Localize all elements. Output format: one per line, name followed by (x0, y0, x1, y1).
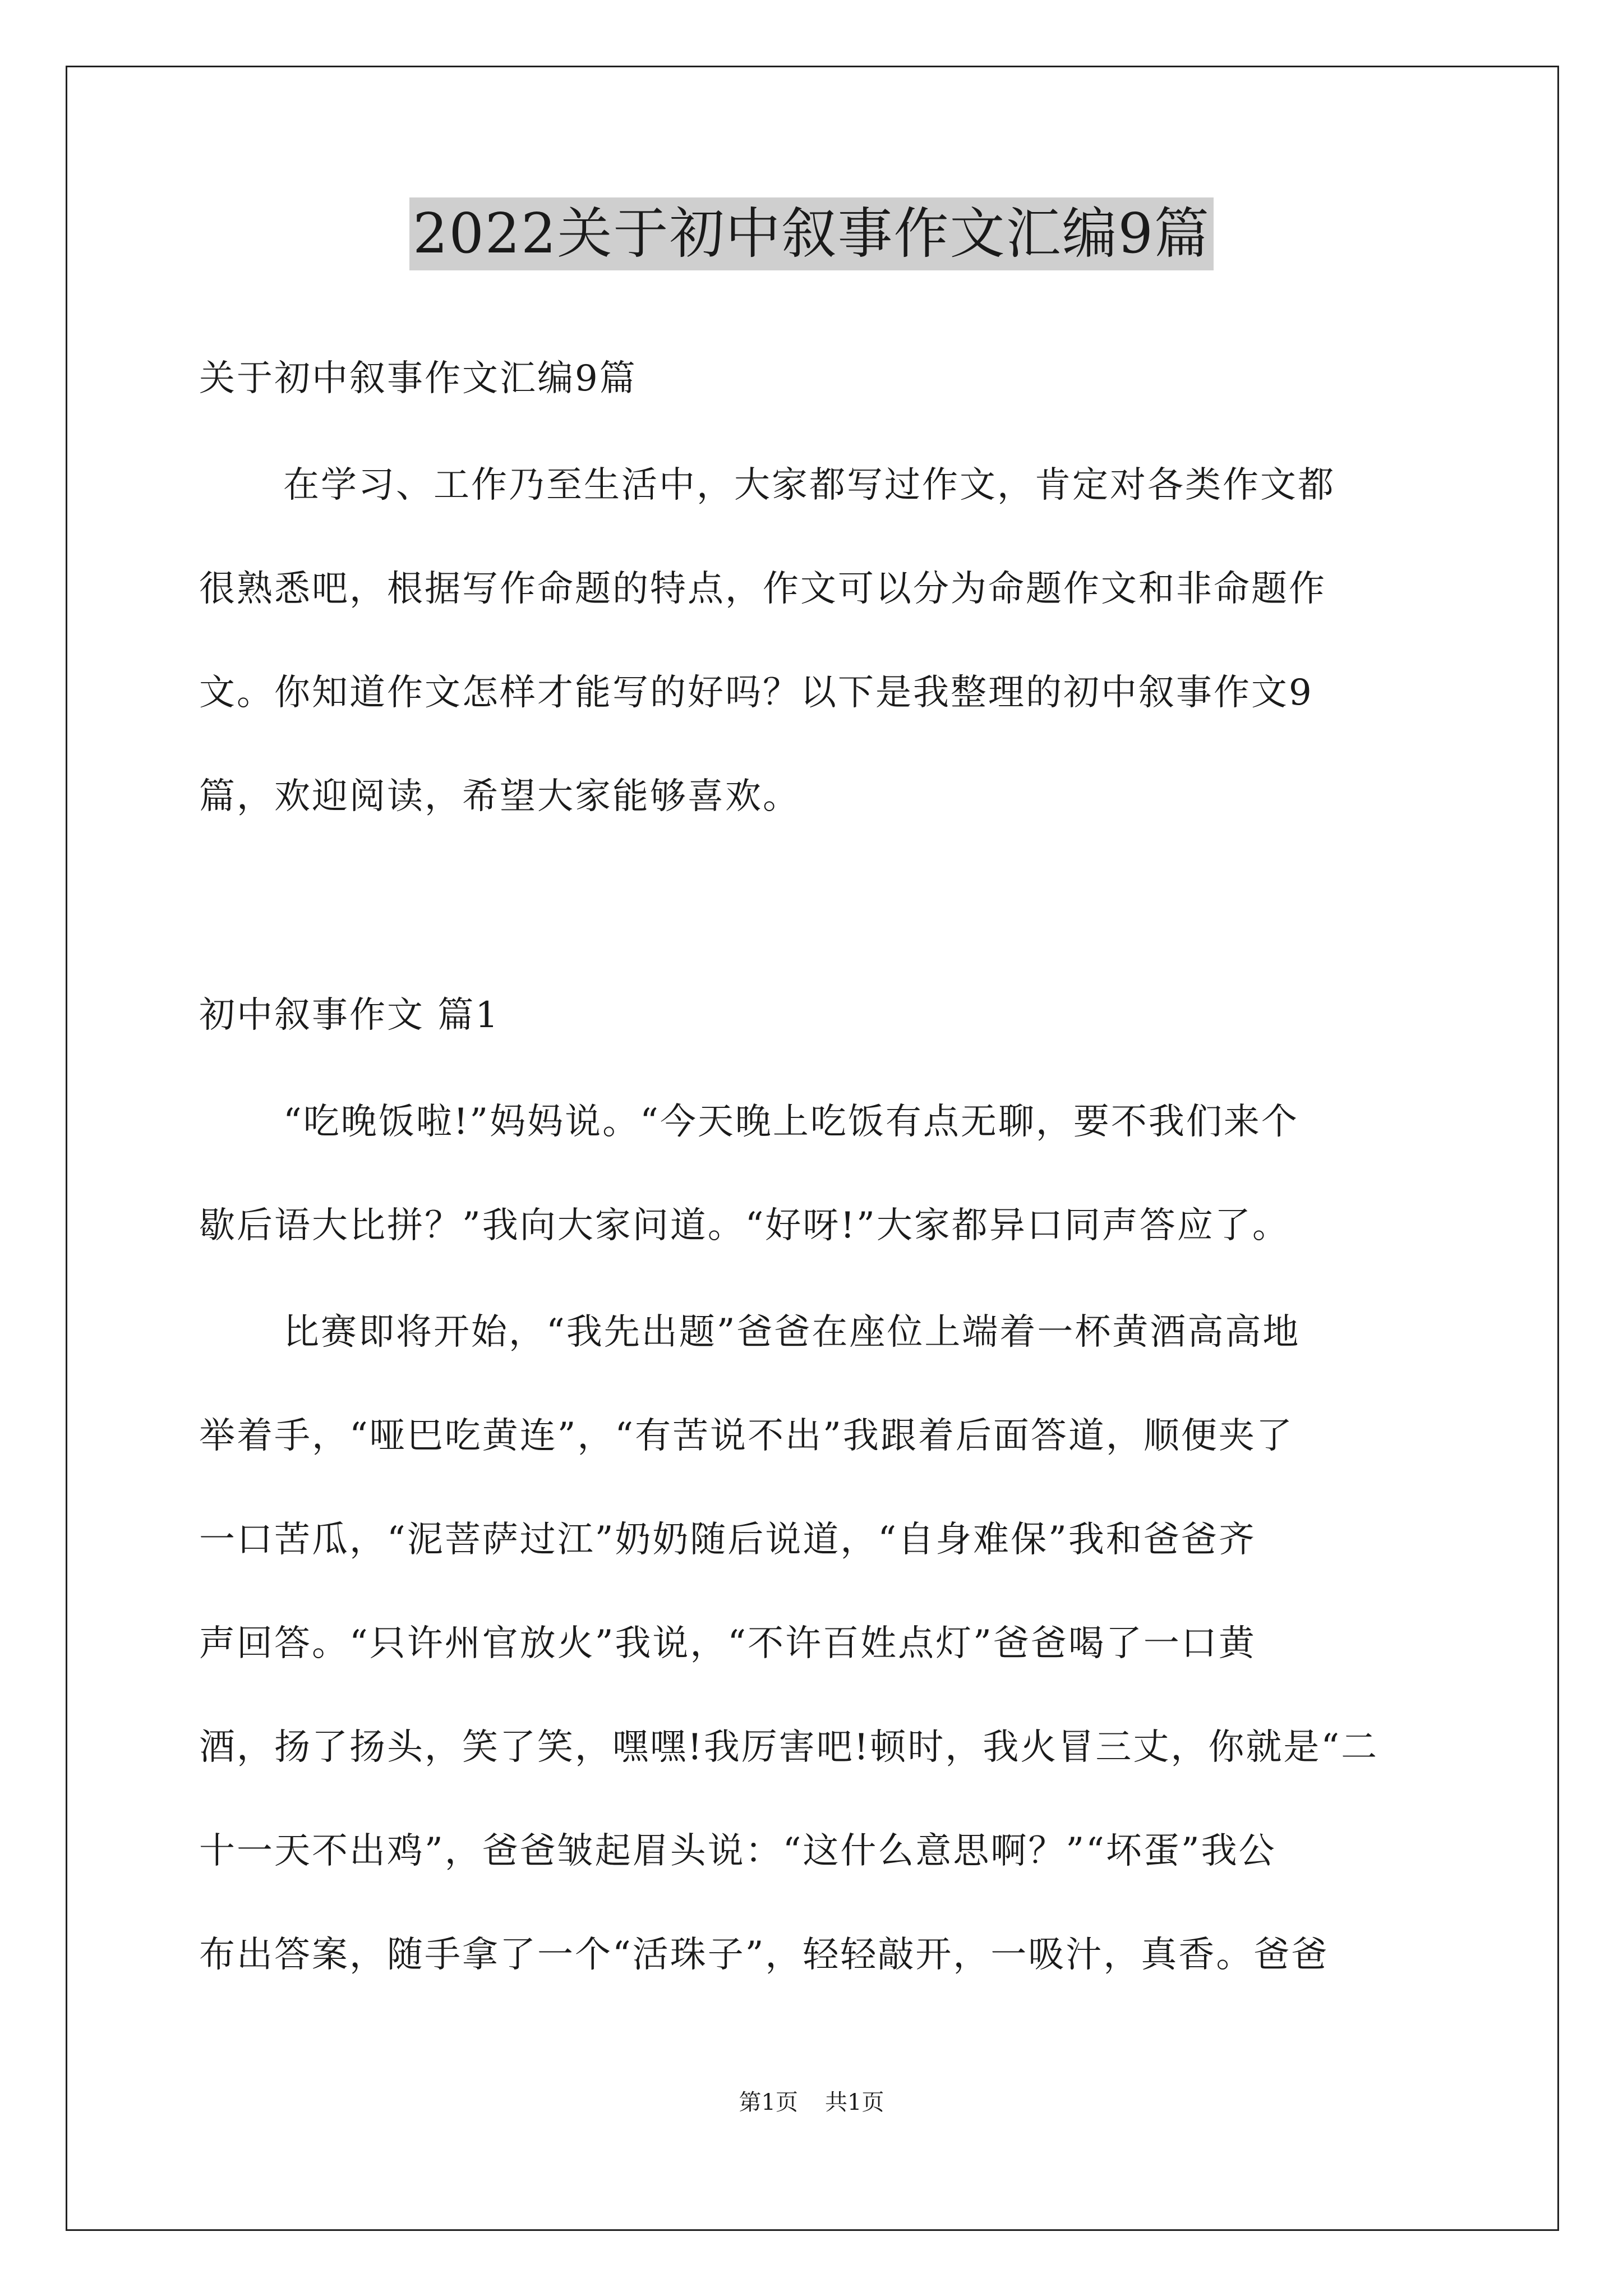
page-footer (0, 2086, 1623, 2119)
paragraph-line: 歇后语大比拼？”我向大家问道。“好呀!”大家都异口同声答应了。 (199, 1205, 1290, 1246)
paragraph-line: 布出答案，随手拿了一个“活珠子”，轻轻敲开，一吸汁，真香。爸爸 (199, 1934, 1329, 1976)
document-subtitle: 关于初中叙事作文汇编9篇 (199, 358, 637, 399)
intro-line: 在学习、工作乃至生活中，大家都写过作文，肯定对各类作文都 (283, 464, 1335, 506)
title-container (0, 197, 1623, 270)
paragraph-line: 比赛即将开始，“我先出题”爸爸在座位上端着一杯黄酒高高地 (283, 1312, 1301, 1353)
intro-line: 文。你知道作文怎样才能写的好吗？以下是我整理的初中叙事作文9 (199, 672, 1313, 714)
section-heading: 初中叙事作文 篇1 (199, 995, 500, 1036)
paragraph-line: 一口苦瓜，“泥菩萨过江”奶奶随后说道，“自身难保”我和爸爸齐 (199, 1519, 1256, 1561)
intro-line: 很熟悉吧，根据写作命题的特点，作文可以分为命题作文和非命题作 (199, 568, 1326, 610)
document-title: 2022关于初中叙事作文汇编9篇 (409, 197, 1214, 270)
page-number: 第1页 (739, 2090, 798, 2115)
intro-line: 篇，欢迎阅读，希望大家能够喜欢。 (199, 776, 800, 817)
paragraph-line: 十一天不出鸡”，爸爸皱起眉头说：“这什么意思啊？”“坏蛋”我公 (199, 1830, 1276, 1872)
paragraph-line: 举着手，“哑巴吃黄连”，“有苦说不出”我跟着后面答道，顺便夹了 (199, 1415, 1294, 1457)
paragraph-line: 酒，扬了扬头，笑了笑，嘿嘿!我厉害吧!顿时，我火冒三丈，你就是“二 (199, 1727, 1379, 1768)
page-total: 共1页 (825, 2090, 884, 2115)
paragraph-line: 声回答。“只许州官放火”我说，“不许百姓点灯”爸爸喝了一口黄 (199, 1623, 1256, 1664)
paragraph-line: “吃晚饭啦!”妈妈说。“今天晚上吃饭有点无聊，要不我们来个 (283, 1101, 1299, 1143)
